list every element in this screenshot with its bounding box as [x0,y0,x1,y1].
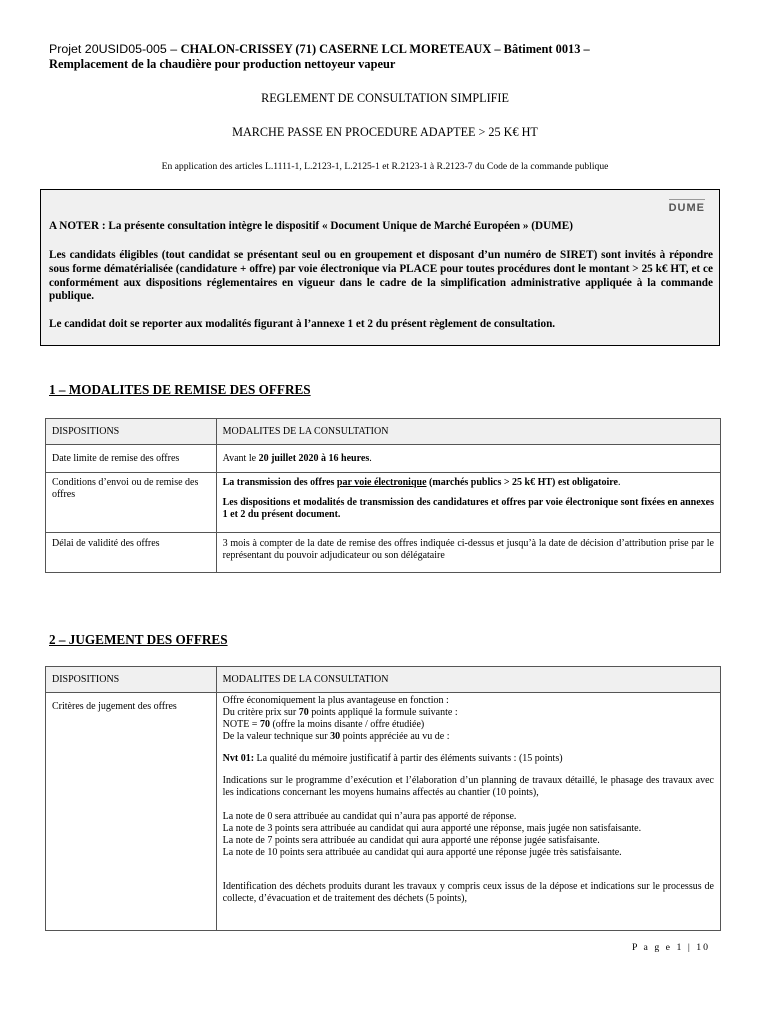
section-1-title: 1 – MODALITES DE REMISE DES OFFRES [49,382,311,397]
transmission-text-b: (marchés publics > 25 k€ HT) est obligatoire [426,477,618,488]
deadline-suffix: . [369,453,372,464]
table-row [46,693,721,931]
notice-paragraph-2: Les candidats éligibles (tout candidat se présentant seul ou en groupement et disposant d’un numéro de SIRET) sont invités à répondre sous forme dématérialisée (candidature + offre) par voie électronique via PLACE pour toutes procédures dont le montant > 25 k€ HT, et ce conformément aux dispositions réglementaires en vigueur dans le cadre de la simplification administrative appliquée à la commande publique. [49,249,713,303]
formula-suffix: (offre la moins disante / offre étudiée) [269,719,425,730]
note-0-line: La note de 0 sera attribuée au candidat qui n’aura pas apporté de réponse. [222,811,517,822]
row-label-criteria: Critères de jugement des offres [46,693,217,931]
row-label-validity: Délai de validité des offres [46,533,217,573]
header-dispositions: DISPOSITIONS [46,419,217,445]
header-modalites: MODALITES DE LA CONSULTATION [216,419,720,445]
procedure-title: MARCHE PASSE EN PROCEDURE ADAPTEE > 25 K€ HT [232,125,538,139]
row-value-validity: 3 mois à compter de la date de remise des offres indiquée ci-dessus et jusqu’à la date de décision d’attribution prise par le représentant du pouvoir adjudicateur ou son délégataire [216,533,720,573]
criteria-line-2 [223,707,714,719]
row-value-deadline [216,445,720,473]
document-title: REGLEMENT DE CONSULTATION SIMPLIFIE [261,91,509,105]
criteria-line-3 [223,719,714,731]
price-points: 70 [298,707,309,718]
section-2-title: 2 – JUGEMENT DES OFFRES [49,632,228,647]
note-7-line: La note de 7 points sera attribuée au candidat qui aura apporté une réponse jugée satisfaisante. [222,835,600,846]
transmission-electronic: par voie électronique [336,477,427,488]
transmission-text-c: . [617,477,621,488]
nvt-01-label: Nvt 01: [222,753,255,764]
row-label-sending: Conditions d’envoi ou de remise des offres [46,473,217,533]
nvt-01-line [223,753,714,765]
page-number: P a g e 1 | 10 [632,942,711,953]
waste-paragraph: Identification des déchets produits durant les travaux y compris ceux issus de la dépose et indications sur le processus de collecte, d’évacuation et de traitement des déchets (5 points), [222,881,714,904]
table-row [46,533,721,573]
note-10-line: La note de 10 points sera attribuée au candidat qui aura apporté une réponse jugée très satisfaisante. [222,847,622,858]
deadline-prefix: Avant le [222,453,259,464]
table-row [46,473,721,533]
price-suffix: points appliqué la formule suivante : [308,707,458,718]
note-3-line: La note de 3 points sera attribuée au candidat qui aura apporté une réponse, mais jugée non satisfaisante. [222,823,642,834]
price-prefix: Du critère prix sur [222,707,299,718]
criteria-line-4 [223,731,714,743]
offers-submission-table [45,418,721,573]
project-title: CHALON-CRISSEY (71) CASERNE LCL MORETEAUX – Bâtiment 0013 – [180,42,590,56]
legal-reference: En application des articles L.1111-1, L.2123-1, L.2125-1 et R.2123-1 à R.2123-7 du Code de la commande publique [161,161,609,172]
table-header-row [46,667,721,693]
notice-paragraph-1: A NOTER : La présente consultation intègre le dispositif « Document Unique de Marché Européen » (DUME) [49,220,573,232]
tech-points: 30 [330,731,341,742]
formula-points: 70 [259,719,270,730]
dume-notice-box [40,189,720,346]
row-label-deadline: Date limite de remise des offres [46,445,217,473]
criteria-line-1: Offre économiquement la plus avantageuse en fonction : [222,695,449,706]
header-dispositions: DISPOSITIONS [46,667,217,693]
project-subtitle: Remplacement de la chaudière pour production nettoyeur vapeur [49,57,396,71]
row-value-sending [216,473,720,533]
tech-suffix: points appréciée au vu de : [340,731,450,742]
header-modalites: MODALITES DE LA CONSULTATION [216,667,720,693]
row-value-criteria [216,693,720,931]
table-row [46,445,721,473]
offers-evaluation-table [45,666,721,931]
transmission-annex-text: Les dispositions et modalités de transmission des candidatures et offres par voie électronique sont fixées en annexes 1 et 2 du présent document. [222,497,714,520]
nvt-01-text: La qualité du mémoire justificatif à partir des éléments suivants : (15 points) [254,753,563,764]
tech-prefix: De la valeur technique sur [222,731,331,742]
project-code: Projet 20USID05-005 – [49,42,181,56]
transmission-text-a: La transmission des offres [222,477,337,488]
notice-paragraph-3: Le candidat doit se reporter aux modalités figurant à l’annexe 1 et 2 du présent règlement de consultation. [49,318,556,330]
formula-prefix: NOTE = [222,719,260,730]
dume-logo: DUME [668,202,705,214]
document-header [49,42,729,72]
indications-paragraph: Indications sur le programme d’exécution et l’élaboration d’un planning de travaux détaillé, le phasage des travaux avec les indications concernant les moyens humains affectés au chantier (10 points), [222,775,714,798]
deadline-date: 20 juillet 2020 à 16 heures [258,453,370,464]
table-header-row [46,419,721,445]
